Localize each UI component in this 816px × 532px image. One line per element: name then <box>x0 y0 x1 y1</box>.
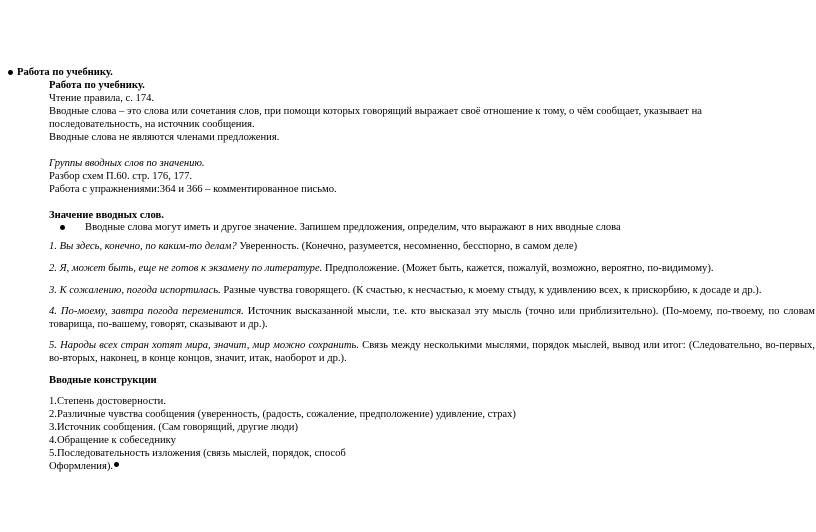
bullet-icon <box>114 462 119 467</box>
construction-item-2: 2.Различные чувства сообщения (уверенность, (радость, сожаление, предположение) удивление, страх) <box>49 409 516 420</box>
construction-item-5: 5.Последовательность изложения (связь мыслей, порядок, способ <box>49 448 346 459</box>
example-2 <box>49 262 714 275</box>
bullet-icon <box>60 225 65 230</box>
construction-item-5-continued <box>49 460 123 473</box>
example-5-explanation: Связь между несколькими мыслями, порядок мыслей, вывод или итог: (Следовательно, во-первых, во-вторых, наконец, в конце концов, значит, итак, наоборот и др.). <box>49 340 815 364</box>
construction-item-1: 1.Степень достоверности. <box>49 396 166 407</box>
groups-heading: Группы вводных слов по значению. <box>49 158 205 169</box>
top-bullet-heading-text: Работа по учебнику. <box>17 67 113 78</box>
schemes-line: Разбор схем П.60. стр. 176, 177. <box>49 171 193 182</box>
not-members-line: Вводные слова не являются членами предложения. <box>49 132 280 143</box>
meaning-intro <box>60 221 621 234</box>
bullet-icon <box>8 70 13 75</box>
example-3-sentence: 3. К сожалению, погода испортилась. <box>49 285 221 296</box>
example-1-sentence: 1. Вы здесь, конечно, по каким-то делам? <box>49 241 237 252</box>
exercises-line: Работа с упражнениями:364 и 366 – комментированное письмо. <box>49 184 337 195</box>
example-2-sentence: 2. Я, может быть, еще не готов к экзамену по литературе. <box>49 263 323 274</box>
meaning-heading: Значение вводных слов. <box>49 210 164 221</box>
example-4-sentence: 4. По-моему, завтра погода переменится. <box>49 306 244 317</box>
meaning-intro-text: Вводные слова могут иметь и другое значение. Запишем предложения, определим, что выражают в них вводные слова <box>85 222 621 233</box>
example-1-explanation: Уверенность. (Конечно, разумеется, несомненно, бесспорно, в самом деле) <box>236 241 578 252</box>
construction-item-4: 4.Обращение к собеседнику <box>49 435 176 446</box>
example-4 <box>49 305 815 331</box>
example-4-explanation: Источник высказанной мысли, т.е. кто высказал эту мысль (точно или приблизительно). (По-моему, по-твоему, по словам товарища, по-вашему, говорят, сказывают и др.). <box>49 306 815 330</box>
definition-line-2: последовательность, на источник сообщения. <box>49 119 255 130</box>
example-2-explanation: Предположение. (Может быть, кажется, пожалуй, возможно, вероятно, по-видимому). <box>322 263 714 274</box>
construction-item-5-continued-text: Оформления). <box>49 461 114 472</box>
example-1 <box>49 240 577 253</box>
example-5-sentence: 5. Народы всех стран хотят мира, значит, мир можно сохранить. <box>49 340 359 351</box>
definition-line-1: Вводные слова – это слова или сочетания слов, при помощи которых говорящий выражает своё отношение к тому, о чём сообщает, указывает на <box>49 106 702 117</box>
reading-rule: Чтение правила, с. 174. <box>49 93 155 104</box>
construction-item-3: 3.Источник сообщения. (Сам говорящий, другие люди) <box>49 422 298 433</box>
example-3-explanation: Разные чувства говорящего. (К счастью, к несчастью, к моему стыду, к удивлению всех, к прискорбию, к досаде и др.). <box>220 285 762 296</box>
constructions-heading: Вводные конструкции <box>49 375 157 386</box>
example-3 <box>49 284 761 297</box>
heading-repeat: Работа по учебнику. <box>49 80 145 91</box>
example-5 <box>49 339 815 365</box>
top-bullet-heading <box>8 66 113 79</box>
